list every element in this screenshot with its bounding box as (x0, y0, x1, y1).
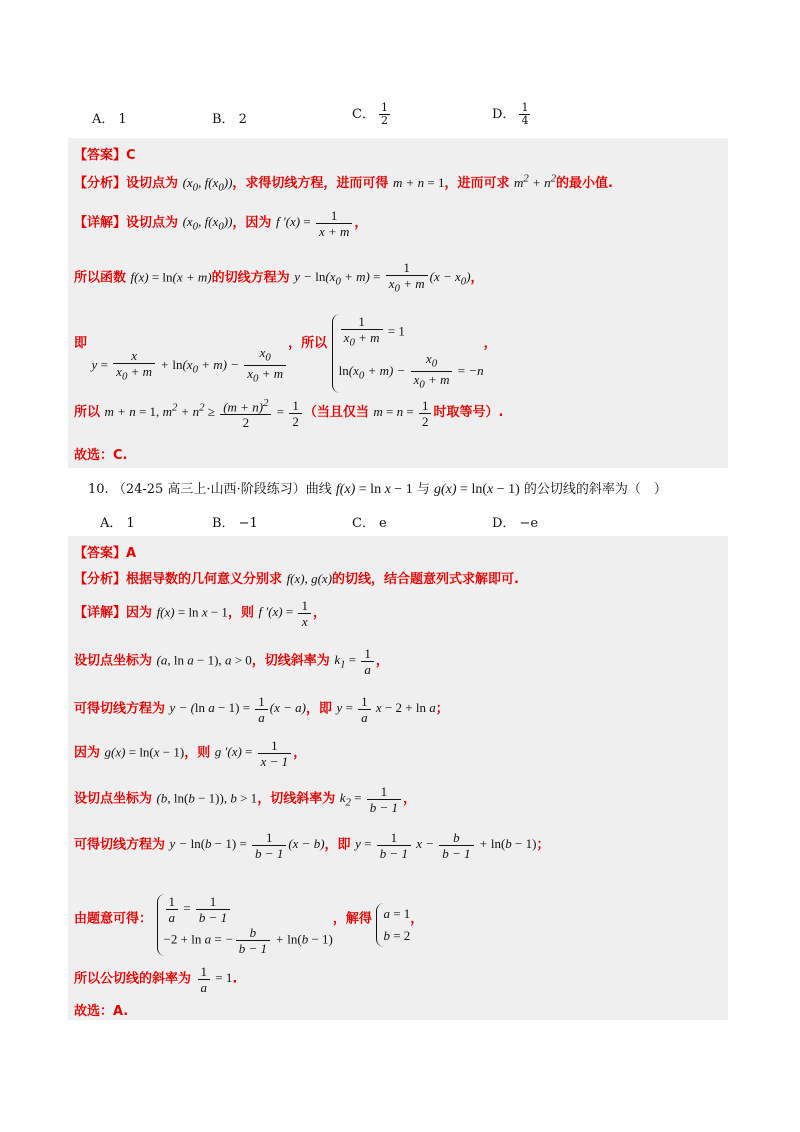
option-label: B． (212, 516, 235, 531)
detail-text: 因为 (126, 605, 153, 621)
detail-text: ， (410, 911, 424, 927)
detail-text: 设切点为 (126, 215, 179, 231)
detail-text: ，则 (184, 745, 211, 761)
detail-text: 设切点坐标为 (74, 653, 153, 669)
detail-text: ，即 (324, 837, 351, 853)
option-value: 1 (118, 112, 127, 127)
math-point-a: (a, ln a − 1), a > 0 (156, 652, 252, 668)
option-label: D． (492, 516, 516, 531)
option-value: e (378, 516, 387, 531)
detail-text: ， (293, 745, 307, 761)
math-m-plus-n: m + n = 1 (392, 175, 445, 190)
math-slope: $\frac{1}{a}$ = 1 (196, 970, 233, 985)
q9-answer-block (68, 138, 728, 468)
option-value: −e (519, 516, 539, 531)
detail-tag: 【详解】 (74, 605, 127, 621)
q9-option-a[interactable] (92, 108, 127, 127)
analysis-tag: 【分析】 (74, 572, 127, 587)
detail-text: 因为 (74, 745, 101, 761)
analysis-text: 设切点为 (126, 176, 179, 191)
q10-option-a[interactable] (100, 512, 135, 531)
analysis-text: ，进而可求 (444, 176, 510, 191)
detail-text: ，则 (227, 605, 254, 621)
option-value: 1 (126, 516, 135, 531)
option-value: 2 (238, 112, 247, 127)
q10-line3 (74, 694, 449, 725)
q9-line4 (74, 304, 497, 391)
q10-answer-line (74, 542, 136, 561)
detail-text: 时取等号）. (433, 405, 504, 421)
choice-text: 故选：C. (74, 448, 128, 463)
math-f-derivative: f ′(x) = $\frac{1}{x}$ (258, 604, 312, 619)
detail-text: ，解得 (332, 911, 372, 927)
detail-text: ， (483, 335, 497, 351)
choice-text: 故选：A. (74, 1004, 129, 1019)
math-g-derivative: g ′(x) = $\frac{1}{x - 1}$ (215, 744, 293, 759)
q10-line6 (74, 830, 549, 861)
question-source: （24-25 高三上·山西·阶段练习）曲线 (112, 482, 332, 497)
q10-option-b[interactable] (212, 512, 258, 531)
detail-text: ，切线斜率为 (257, 791, 336, 807)
q10-analysis-line (74, 568, 519, 587)
detail-text: 可得切线方程为 (74, 701, 166, 717)
detail-text: ， (312, 605, 326, 621)
detail-text: 所以公切线的斜率为 (74, 971, 192, 987)
math-fg: f(x), g(x) (286, 571, 333, 586)
detail-text: 即 (74, 335, 88, 351)
detail-text: ，所以 (288, 335, 328, 351)
q10-line5 (74, 784, 416, 815)
answer-tag: 【答案】 (74, 148, 127, 163)
detail-text: ； (435, 701, 449, 717)
detail-text: ， (470, 270, 484, 286)
option-label: D． (492, 107, 516, 122)
detail-text: ，即 (306, 701, 333, 717)
math-m2-n2: $m^2 + n^2$ (514, 172, 557, 190)
math-tangent-a-simplified: y = $\frac{1}{a}$ x − 2 + ln a (336, 694, 436, 725)
option-label: B． (212, 112, 235, 127)
option-label: A． (92, 112, 115, 127)
q9-option-c[interactable] (352, 102, 390, 127)
math-k2: $k_2$ = $\frac{1}{b - 1}$ (340, 790, 403, 805)
q10-line7 (74, 888, 424, 956)
math-system: $\frac{1}{x_0 + m}$ = 1 $\ln(x_0 + m)$ − $\frac{x_0}{x_0 + m}$ = −n (332, 314, 484, 393)
option-fraction: $\frac{1}{2}$ (380, 101, 388, 127)
math-tangent-b: y − ln(b − 1) = $\frac{1}{b - 1}$ (x − b) (169, 830, 325, 861)
detail-text: 所以函数 (74, 270, 127, 286)
option-label: A． (100, 516, 123, 531)
q9-detail-line (74, 208, 367, 239)
detail-text: ； (536, 837, 550, 853)
question-number: 10. (88, 482, 109, 497)
math-system: $\frac{1}{a}$ = $\frac{1}{b - 1}$ −2 + ln a = − $\frac{b}{b - 1}$ + ln(b − 1) (157, 894, 333, 956)
q9-line5 (74, 396, 503, 430)
detail-text: 设切点坐标为 (74, 791, 153, 807)
answer-value: C (126, 148, 136, 163)
math-tangent-a: y − (ln a − 1) = $\frac{1}{a}$ (x − a) (169, 694, 306, 725)
analysis-text: 根据导数的几何意义分别求 (126, 572, 283, 587)
math-point-b: (b, ln(b − 1)), b > 1 (156, 790, 258, 806)
detail-text: 的切线方程为 (211, 270, 290, 286)
math-curve-f: f(x) = ln x − 1 (335, 482, 413, 497)
analysis-text: 的切线，结合题意列式求解即可. (332, 572, 519, 587)
detail-text: 由题意可得： (74, 911, 153, 927)
q9-answer-line (74, 144, 136, 163)
math-tangent-simplified: y = $\frac{x}{x_0 + m}$ + $\ln(x_0 + m)$ − $\frac{x_0}{x_0 + m}$ (92, 357, 289, 372)
math-tangent-point: ($x_0$, $f(x_0)$) (182, 175, 233, 194)
q9-line3 (74, 260, 484, 297)
math-curve-g: g(x) = ln(x − 1) (434, 482, 520, 497)
analysis-text: 的最小值. (556, 176, 613, 191)
q9-option-d[interactable] (492, 102, 530, 127)
question-text: 的公切线的斜率为（ ） (523, 482, 667, 497)
math-g: g(x) = ln(x − 1) (104, 744, 185, 760)
answer-tag: 【答案】 (74, 546, 127, 561)
detail-text: 可得切线方程为 (74, 837, 166, 853)
detail-text: ， (403, 791, 417, 807)
q9-options (92, 101, 712, 136)
detail-text: ，因为 (232, 215, 272, 231)
detail-text: . (232, 971, 238, 987)
math-inequality: m + n = 1, $m^2 + n^2$ ≥ $\frac{(m + n)^2}{2}$ = $\frac{1}{2}$ (105, 404, 304, 419)
math-derivative: f ′(x) = $\frac{1}{x + m}$ (276, 214, 354, 229)
q10-detail-line (74, 598, 326, 629)
q10-option-d[interactable] (492, 512, 538, 531)
q9-option-b[interactable] (212, 108, 247, 127)
math-equality-condition: m = n = $\frac{1}{2}$ (373, 404, 433, 419)
math-tangent-b-simplified: y = $\frac{1}{b - 1}$ x − $\frac{b}{b - 1}$ + ln(b − 1) (355, 830, 537, 861)
math-k1: $k_1$ = $\frac{1}{a}$ (334, 652, 376, 667)
q10-choice-line (74, 1000, 128, 1019)
q10-line8 (74, 964, 237, 995)
math-function: f(x) = ln(x + m) (130, 269, 212, 285)
q9-choice-line (74, 444, 127, 463)
math-tangent-point: ($x_0$, $f(x_0)$) (182, 214, 233, 234)
detail-text: ， (354, 215, 368, 231)
detail-tag: 【详解】 (74, 215, 127, 231)
option-label: C． (352, 107, 375, 122)
math-f: f(x) = ln x − 1 (156, 604, 228, 620)
detail-text: （当且仅当 (303, 405, 369, 421)
question-text: 与 (416, 482, 430, 497)
math-solution: a = 1 b = 2 (376, 903, 410, 947)
detail-text: 所以 (74, 405, 101, 421)
q10-answer-block (68, 536, 728, 1020)
option-label: C． (352, 516, 375, 531)
math-tangent-eq: $y - \ln(x_0 + m)$ = $\frac{1}{x_0 + m}$ $(x - x_0)$ (294, 260, 471, 295)
q10-line4 (74, 738, 306, 769)
detail-text: ，切线斜率为 (251, 653, 330, 669)
analysis-text: ，求得切线方程，进而可得 (232, 176, 389, 191)
q10-line2 (74, 646, 389, 677)
q10-stem (88, 478, 667, 498)
analysis-tag: 【分析】 (74, 176, 127, 191)
q10-option-c[interactable] (352, 512, 387, 531)
option-value: −1 (238, 516, 258, 531)
q9-analysis-line (74, 172, 613, 194)
option-fraction: $\frac{1}{4}$ (521, 101, 529, 127)
answer-value: A (126, 546, 137, 561)
detail-text: ， (375, 653, 389, 669)
